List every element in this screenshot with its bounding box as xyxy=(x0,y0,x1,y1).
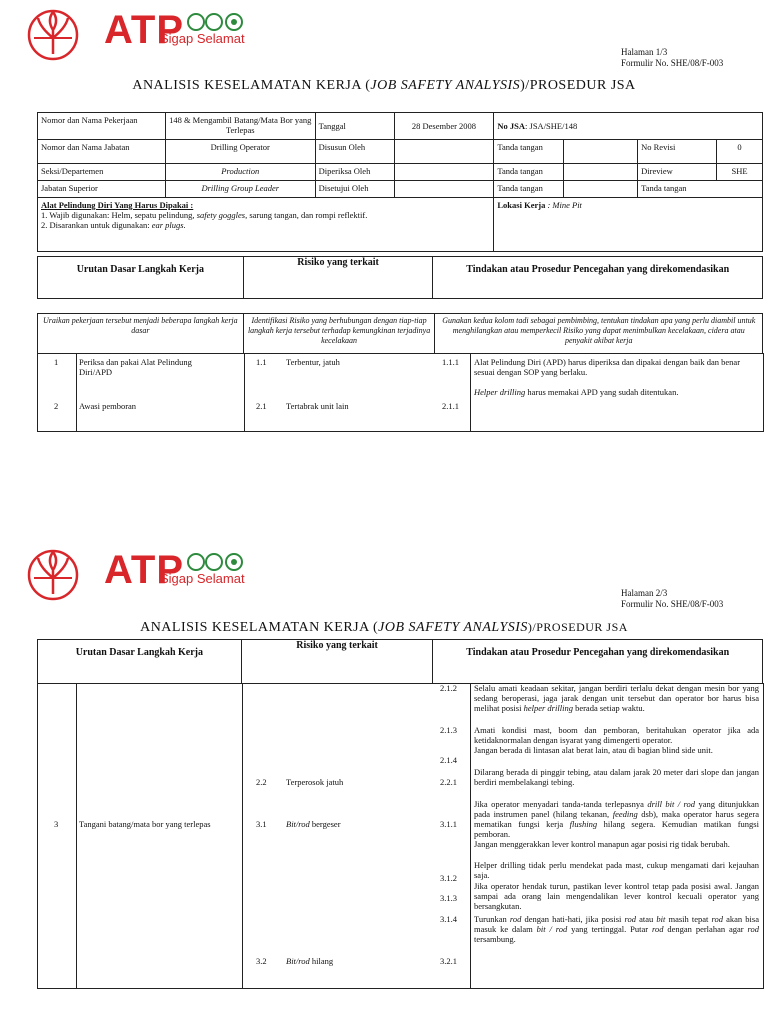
header-urutan: Urutan Dasar Langkah Kerja xyxy=(38,640,242,684)
step-text: Periksa dan pakai Alat Pelindung Diri/APD xyxy=(79,357,192,377)
steps-body xyxy=(37,353,764,432)
logo-tagline: Sigap Selamat xyxy=(160,31,245,46)
label-disusun: Disusun Oleh xyxy=(315,140,394,164)
action-text: Selalu amati keadaan sekitar, jangan berdiri terlalu dekat dengan mesin bor yang sedang beroperasi, jaga jarak dengan unit tersebut dan operator bor harus bisa melihat posisi helper drilling berada setiap waktu. xyxy=(474,683,759,713)
column-header-table xyxy=(37,256,763,299)
value-direview: SHE xyxy=(717,164,763,181)
certification-icons xyxy=(186,12,250,32)
action-text: Dilarang berada di pinggir tebing, atau dalam jarak 20 meter dari slope dan jangan berdiri membelakangi tebing. xyxy=(474,767,759,787)
step-text: Tangani batang/mata bor yang terlepas xyxy=(79,819,211,829)
form-number: Formulir No. SHE/08/F-003 xyxy=(621,599,724,609)
label-tanda-tangan: Tanda tangan xyxy=(494,181,564,198)
step-number: 2 xyxy=(54,401,59,411)
disusun-value xyxy=(394,140,494,164)
risk-number: 3.2 xyxy=(256,956,267,966)
instruction-tindakan: Gunakan kedua kolom tadi sebagai pembimbing, tentukan tindakan apa yang perlu diambil untuk menghilangkan atau memperkecil Risiko yang dapat menimbulkan kecelakaan, cidera atau penyakit akibat kerja xyxy=(435,314,763,354)
action-number: 3.1.3 xyxy=(440,893,457,903)
company-logo xyxy=(26,548,266,608)
action-number: 1.1.1 xyxy=(442,357,459,367)
risk-text: Terbentur, jatuh xyxy=(286,357,340,367)
lokasi-kerja: Lokasi Kerja : Mine Pit xyxy=(494,198,763,252)
step-number: 3 xyxy=(54,819,59,829)
label-atasan: Jabatan Superior xyxy=(38,181,166,198)
value-nomor-pekerjaan: 148 & Mengambil Batang/Mata Bor yang Terlepas xyxy=(165,113,315,140)
page-title: ANALISIS KESELAMATAN KERJA (JOB SAFETY ANALYSIS)/PROSEDUR JSA xyxy=(140,620,628,635)
label-direview: Direview xyxy=(638,164,717,181)
action-number: 2.1.4 xyxy=(440,755,457,765)
header-tindakan: Tindakan atau Prosedur Pencegahan yang direkomendasikan xyxy=(433,640,763,684)
label-tanggal: Tanggal xyxy=(315,113,394,140)
jsa-info-table xyxy=(37,112,763,252)
action-text: Jangan berada di lintasan alat berat lain, atau di bagian blind side unit. xyxy=(474,745,713,755)
action-number: 3.1.1 xyxy=(440,819,457,829)
tanda-tangan-field xyxy=(564,164,638,181)
disetujui-value xyxy=(394,181,494,198)
label-tanda-tangan: Tanda tangan xyxy=(494,140,564,164)
logo-brand: ATP xyxy=(104,548,185,592)
header-tindakan: Tindakan atau Prosedur Pencegahan yang direkomendasikan xyxy=(433,257,763,299)
value-no-revisi: 0 xyxy=(717,140,763,164)
header-risiko: Risiko yang terkait xyxy=(241,640,433,684)
action-number: 2.2.1 xyxy=(440,777,457,787)
label-no-revisi: No Revisi xyxy=(638,140,717,164)
steps-table xyxy=(37,313,763,354)
action-text: Turunkan rod dengan hati-hati, jika posisi rod atau bit masih tepat rod akan bisa masuk ke dalam bit / rod yang tertinggal. Putar rod dengan perlahan agar rod tersambung. xyxy=(474,914,759,944)
apd-section xyxy=(38,198,494,252)
action-text: Helper drilling harus memakai APD yang sudah ditentukan. xyxy=(474,387,679,397)
label-tanda-tangan: Tanda tangan xyxy=(494,164,564,181)
apd-item-1: 1. Wajib digunakan: Helm, sepatu pelindung, safety goggles, sarung tangan, dan rompi reflektif. xyxy=(41,210,368,220)
page-title: ANALISIS KESELAMATAN KERJA (JOB SAFETY ANALYSIS)/PROSEDUR JSA xyxy=(132,78,636,93)
action-number: 2.1.1 xyxy=(442,401,459,411)
apd-heading: Alat Pelindung Diri Yang Harus Dipakai : xyxy=(41,200,194,210)
action-number: 3.1.2 xyxy=(440,873,457,883)
risk-text: Bit/rod hilang xyxy=(286,956,334,966)
action-text: Jangan menggerakkan lever kontrol manapun agar posisi rig tidak berubah. xyxy=(474,839,730,849)
atp-emblem-icon xyxy=(26,548,80,602)
action-text: Amati kondisi mast, boom dan pemboran, beritahukan operator jika ada ketidaknormalan dengan isyarat yang dimengerti operator. xyxy=(474,725,759,745)
company-logo xyxy=(26,8,266,68)
action-number: 3.1.4 xyxy=(440,914,457,924)
tanda-tangan-field xyxy=(564,181,638,198)
action-text: Jika operator hendak turun, pastikan lever kontrol tetap pada posisi awal. Jangan sampai ada orang lain mengendalikan lever kontrol kecuali operator yang bersangkutan. xyxy=(474,881,759,911)
label-tanda-tangan: Tanda tangan xyxy=(638,181,763,198)
value-atasan: Drilling Group Leader xyxy=(165,181,315,198)
risk-text: Bit/rod bergeser xyxy=(286,819,341,829)
risk-number: 3.1 xyxy=(256,819,267,829)
certification-icons xyxy=(186,552,250,572)
tanda-tangan-field xyxy=(564,140,638,164)
no-jsa: No JSA: JSA/SHE/148 xyxy=(494,113,763,140)
action-number: 2.1.3 xyxy=(440,725,457,735)
label-nomor-jabatan: Nomor dan Nama Jabatan xyxy=(38,140,166,164)
risk-text: Tertabrak unit lain xyxy=(286,401,349,411)
steps-body xyxy=(37,683,764,989)
step-text: Awasi pemboran xyxy=(79,401,137,411)
step-number: 1 xyxy=(54,357,59,367)
diperiksa-value xyxy=(394,164,494,181)
risk-number: 2.2 xyxy=(256,777,267,787)
header-urutan: Urutan Dasar Langkah Kerja xyxy=(38,257,244,299)
column-header-table xyxy=(37,639,763,684)
header-risiko: Risiko yang terkait xyxy=(243,257,433,299)
value-seksi: Production xyxy=(165,164,315,181)
risk-text: Terperosok jatuh xyxy=(286,777,344,787)
logo-brand: ATP xyxy=(104,8,185,52)
action-number: 3.2.1 xyxy=(440,956,457,966)
action-text: Helper drilling tidak perlu mendekat pada mast, cukup mengamati dari kejauhan saja. xyxy=(474,860,759,880)
atp-emblem-icon xyxy=(26,8,80,62)
page-number: Halaman 1/3 Formulir No. SHE/08/F-003 xyxy=(621,47,724,68)
logo-tagline: Sigap Selamat xyxy=(160,571,245,586)
instruction-urutan: Uraikan pekerjaan tersebut menjadi beberapa langkah kerja dasar xyxy=(38,314,244,354)
apd-item-2: 2. Disarankan untuk digunakan: ear plugs. xyxy=(41,220,186,230)
action-number: 2.1.2 xyxy=(440,683,457,693)
label-disetujui: Disetujui Oleh xyxy=(315,181,394,198)
action-text: Alat Pelindung Diri (APD) harus diperiksa dan dipakai dengan baik dan benar sesuai dengan SOP yang berlaku. xyxy=(474,357,741,377)
label-diperiksa: Diperiksa Oleh xyxy=(315,164,394,181)
form-number: Formulir No. SHE/08/F-003 xyxy=(621,58,724,68)
instruction-risiko: Identifikasi Risiko yang berhubungan dengan tiap-tiap langkah kerja tersebut terhadap kemungkinan terjadinya kecelakaan xyxy=(243,314,435,354)
action-text: Jika operator menyadari tanda-tanda terlepasnya drill bit / rod yang ditunjukkan pada instrumen panel (hilang tekanan, feeding dsb), maka operator harus segera mematikan fungsi kerja flushing hilang segera. Kemudian matikan fungsi pemboran. xyxy=(474,799,759,839)
value-tanggal: 28 Desember 2008 xyxy=(394,113,494,140)
risk-number: 2.1 xyxy=(256,401,267,411)
value-nomor-jabatan: Drilling Operator xyxy=(165,140,315,164)
label-nomor-pekerjaan: Nomor dan Nama Pekerjaan xyxy=(38,113,166,140)
label-seksi: Seksi/Departemen xyxy=(38,164,166,181)
risk-number: 1.1 xyxy=(256,357,267,367)
page-number: Halaman 2/3 Formulir No. SHE/08/F-003 xyxy=(621,588,724,609)
